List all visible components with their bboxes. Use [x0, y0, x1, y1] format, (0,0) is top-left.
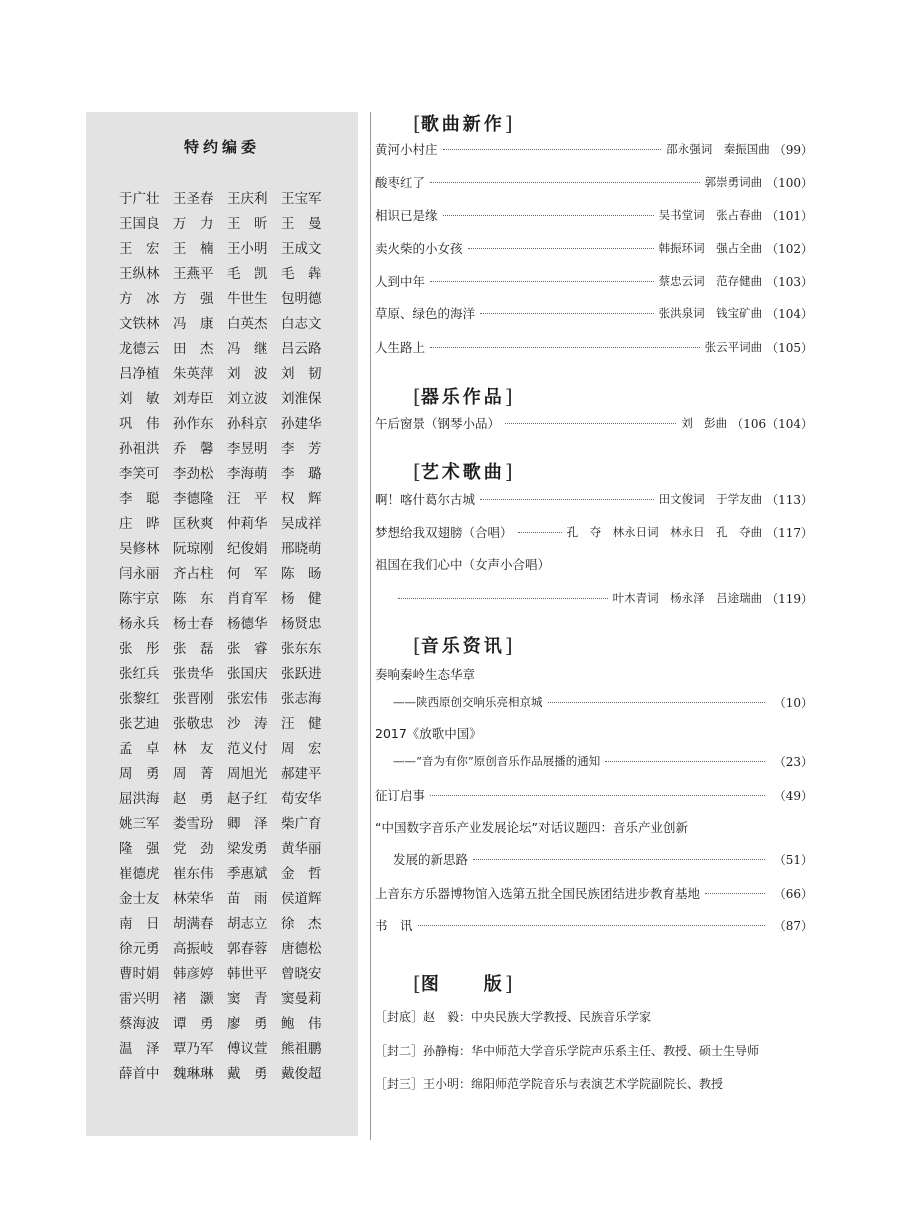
names-row [119, 184, 344, 209]
names-row [119, 1009, 344, 1034]
editor-name: 郭春蓉 [227, 940, 268, 957]
editor-name: 崔德虎 [119, 865, 160, 882]
editor-name: 邢晓萌 [281, 540, 322, 557]
toc-entry[interactable] [375, 271, 813, 291]
editor-name: 冯 继 [227, 340, 268, 357]
toc-entry[interactable]: 上音东方乐器博物馆入选第五批全国民族团结进步教育基地 （66） [375, 886, 813, 901]
toc-entry-page: （102） [766, 241, 813, 256]
editor-name: 牛世生 [227, 290, 268, 307]
editor-name: 匡秋爽 [173, 515, 214, 532]
editor-name: 孟 卓 [119, 740, 160, 757]
editor-name: 吴修林 [119, 540, 160, 557]
toc-entry-credit: 邵永强词 秦振国曲 [666, 142, 770, 156]
names-row [119, 959, 344, 984]
editor-name: 魏琳琳 [173, 1065, 214, 1082]
names-row [119, 909, 344, 934]
names-row [119, 709, 344, 734]
editor-name: 蔡海波 [119, 1015, 160, 1032]
editor-name: 刘立波 [227, 390, 268, 407]
editor-name: 高振岐 [173, 940, 214, 957]
toc-entry-title: 梦想给我双翅膀（合唱） [375, 525, 513, 540]
editor-name: 唐德松 [281, 940, 322, 957]
plate-entry-cover-two: ［封二］孙静梅：华中师范大学音乐学院声乐系主任、教授、硕士生导师 [375, 1044, 760, 1058]
toc-entry-page: （103） [766, 274, 813, 289]
editor-name: 周 宏 [281, 740, 322, 757]
editor-name: 卿 泽 [227, 815, 268, 832]
editor-name: 吕净植 [119, 365, 160, 382]
toc-entry[interactable] [375, 522, 813, 542]
editor-name: 褚 灏 [173, 990, 214, 1007]
editor-name: 王 楠 [173, 240, 214, 257]
editor-name: 陈宇京 [119, 590, 160, 607]
editor-name: 王 曼 [281, 215, 322, 232]
names-row [119, 284, 344, 309]
toc-entry-title: 草原、绿色的海洋 [375, 306, 476, 321]
editor-name: 纪俊娟 [227, 540, 268, 557]
editor-name: 权 辉 [281, 490, 322, 507]
editor-name: 梁发勇 [227, 840, 268, 857]
editor-name: 覃乃军 [173, 1040, 214, 1057]
editor-name: 白英杰 [227, 315, 268, 332]
editor-name: 黄华丽 [281, 840, 322, 857]
editor-name: 刘 敏 [119, 390, 160, 407]
editor-name: 王宝军 [281, 190, 322, 207]
editor-name: 汪 健 [281, 715, 322, 732]
editor-name: 龙德云 [119, 340, 160, 357]
editor-name: 周旭光 [227, 765, 268, 782]
plate-entry-cover-three: ［封三］王小明：绵阳师范学院音乐与表演艺术学院副院长、教授 [375, 1077, 724, 1091]
toc-entry-credit: 郭崇勇词曲 [704, 175, 763, 189]
editor-name: 杨德华 [227, 615, 268, 632]
names-row [119, 309, 344, 334]
editor-name: 范义付 [227, 740, 268, 757]
editor-name: 谭 勇 [173, 1015, 214, 1032]
toc-entry-credit: 蔡忠云词 范存健曲 [658, 274, 763, 288]
editor-name: 孙建华 [281, 415, 322, 432]
editor-name: 窦曼莉 [281, 990, 322, 1007]
names-row [119, 934, 344, 959]
toc-entry[interactable] [375, 172, 813, 192]
editor-name: 杨 健 [281, 590, 322, 607]
editor-name: 金 哲 [281, 865, 322, 882]
editor-name: 张 磊 [173, 640, 214, 657]
names-row [119, 484, 344, 509]
toc-entry-title: 人到中年 [375, 274, 426, 289]
toc-entry[interactable]: 发展的新思路 （51） [393, 852, 813, 867]
editor-name: 张宏伟 [227, 690, 268, 707]
names-row [119, 459, 344, 484]
toc-entry[interactable] [375, 489, 813, 509]
editor-name: 乔 馨 [173, 440, 214, 457]
editor-name: 何 军 [227, 565, 268, 582]
editor-name: 阮琼刚 [173, 540, 214, 557]
editor-name: 王圣春 [173, 190, 214, 207]
editor-name: 张志海 [281, 690, 322, 707]
toc-entry[interactable]: 征订启事 （49） [375, 788, 813, 803]
editor-name: 张跃进 [281, 665, 322, 682]
editor-name: 胡志立 [227, 915, 268, 932]
toc-entry-title: 相识已是缘 [375, 208, 438, 223]
toc-entry-page: （101） [766, 208, 813, 223]
toc-entry-page: （106（104） [731, 416, 813, 431]
editor-name: 姚三军 [119, 815, 160, 832]
editor-name: 鲍 伟 [281, 1015, 322, 1032]
editor-name: 陈 旸 [281, 565, 322, 582]
names-row [119, 584, 344, 609]
editor-name: 林 友 [173, 740, 214, 757]
editor-name: 方 强 [173, 290, 214, 307]
toc-entry-page: （117） [766, 525, 813, 540]
editor-name: 戴 勇 [227, 1065, 268, 1082]
toc-entry[interactable] [375, 337, 813, 357]
editor-name: 张艺迪 [119, 715, 160, 732]
section-heading-art-songs: [艺术歌曲] [413, 459, 513, 483]
editor-name: 包明德 [281, 290, 322, 307]
editor-name: 李劲松 [173, 465, 214, 482]
names-row [119, 809, 344, 834]
toc-entry-title: 卖火柴的小女孩 [375, 241, 463, 256]
toc-entry-page: （100） [766, 175, 813, 190]
names-row [119, 659, 344, 684]
editor-name: 杨贤忠 [281, 615, 322, 632]
names-row [119, 834, 344, 859]
editor-name: 王庆利 [227, 190, 268, 207]
editor-name: 肖育军 [227, 590, 268, 607]
editor-name: 刘 波 [227, 365, 268, 382]
editor-name: 韩世平 [227, 965, 268, 982]
editor-name: 南 日 [119, 915, 160, 932]
column-divider [370, 112, 371, 1140]
editor-name: 王 宏 [119, 240, 160, 257]
editor-name: 李海萌 [227, 465, 268, 482]
leader-dots [443, 148, 662, 150]
editor-name: 苗 雨 [227, 890, 268, 907]
editor-name: 孙科京 [227, 415, 268, 432]
toc-entry-page: （105） [766, 340, 813, 355]
editor-name: 屈洪海 [119, 790, 160, 807]
editor-name: 方 冰 [119, 290, 160, 307]
toc-entry-title[interactable]: 2017《放歌中国》 [375, 726, 482, 741]
editor-name: 刘淮保 [281, 390, 322, 407]
editor-name: 毛 犇 [281, 265, 322, 282]
names-row [119, 984, 344, 1009]
editor-name: 闫永丽 [119, 565, 160, 582]
editor-name: 田 杰 [173, 340, 214, 357]
toc-entry-credit: 田文俊词 于学友曲 [658, 492, 763, 506]
section-heading-songs: [歌曲新作] [413, 111, 513, 135]
editor-name: 林荣华 [173, 890, 214, 907]
editor-name: 于广壮 [119, 190, 160, 207]
editor-name: 吴成祥 [281, 515, 322, 532]
toc-entry-credit: 韩振环词 强占全曲 [658, 241, 763, 255]
toc-entry-page: （113） [766, 492, 813, 507]
names-row [119, 1059, 344, 1084]
editor-name: 齐占柱 [173, 565, 214, 582]
editor-name: 杨士春 [173, 615, 214, 632]
editor-name: 李 璐 [281, 465, 322, 482]
editor-name: 吕云路 [281, 340, 322, 357]
editor-name: 廖 勇 [227, 1015, 268, 1032]
toc-entry-credit: 孔 夺 林永日词 林永日 孔 夺曲 [566, 525, 763, 539]
leader-dots [518, 531, 562, 533]
names-row [119, 609, 344, 634]
toc-entry-title[interactable]: 祖国在我们心中（女声小合唱） [375, 557, 551, 572]
editor-name: 周 勇 [119, 765, 160, 782]
editor-name: 朱英萍 [173, 365, 214, 382]
toc-entry-title: 午后窗景（钢琴小品） [375, 416, 501, 431]
editor-name: 侯道辉 [281, 890, 322, 907]
leader-dots [443, 214, 654, 216]
editor-name: 胡满春 [173, 915, 214, 932]
editor-name: 沙 涛 [227, 715, 268, 732]
toc-entry-credit: 张云平词曲 [704, 340, 763, 354]
toc-entry[interactable] [375, 205, 813, 225]
editor-name: 张黎红 [119, 690, 160, 707]
editor-name: 白志文 [281, 315, 322, 332]
editor-name: 温 泽 [119, 1040, 160, 1057]
names-row [119, 384, 344, 409]
names-row [119, 734, 344, 759]
editor-name: 李 聪 [119, 490, 160, 507]
toc-entry[interactable]: 书 讯 （87） [375, 918, 813, 933]
editor-name: 季惠斌 [227, 865, 268, 882]
editor-name: 冯 康 [173, 315, 214, 332]
editor-name: 韩彦婷 [173, 965, 214, 982]
editor-name: 窦 青 [227, 990, 268, 1007]
editor-name: 张贵华 [173, 665, 214, 682]
editor-name: 刘寿臣 [173, 390, 214, 407]
editor-name: 文铁林 [119, 315, 160, 332]
leader-dots [480, 498, 654, 500]
editor-name: 杨永兵 [119, 615, 160, 632]
editor-name: 王燕平 [173, 265, 214, 282]
editor-name: 金士友 [119, 890, 160, 907]
editor-name: 王纵林 [119, 265, 160, 282]
editor-name: 张晋刚 [173, 690, 214, 707]
leader-dots [430, 346, 700, 348]
toc-entry-credit: 吴书堂词 张占春曲 [658, 208, 763, 222]
editor-name: 曾晓安 [281, 965, 322, 982]
panel-title: 特约编委 [183, 138, 260, 156]
toc-entry-title[interactable]: “中国数字音乐产业发展论坛”对话议题四：音乐产业创新 [375, 820, 688, 835]
editor-name: 李 芳 [281, 440, 322, 457]
editor-name: 陈 东 [173, 590, 214, 607]
names-row [119, 209, 344, 234]
section-heading-instrumental: [器乐作品] [413, 384, 513, 408]
editor-name: 周 菁 [173, 765, 214, 782]
editor-name: 张东东 [281, 640, 322, 657]
editor-name: 张 睿 [227, 640, 268, 657]
names-row [119, 884, 344, 909]
names-row [119, 234, 344, 259]
names-row [119, 359, 344, 384]
toc-entry[interactable]: ——陕西原创交响乐亮相京城 （10） [393, 695, 813, 710]
toc-entry[interactable] [375, 238, 813, 258]
editor-name: 娄雪玢 [173, 815, 214, 832]
editor-name: 柴广育 [281, 815, 322, 832]
names-row [119, 1034, 344, 1059]
names-row [119, 859, 344, 884]
editor-name: 曹时娟 [119, 965, 160, 982]
toc-entry-title: 啊！喀什葛尔古城 [375, 492, 476, 507]
leader-dots [505, 422, 676, 424]
toc-entry-title[interactable]: 奏响秦岭生态华章 [375, 667, 476, 682]
names-row [119, 634, 344, 659]
names-row [119, 409, 344, 434]
editor-name: 赵 勇 [173, 790, 214, 807]
toc-entry[interactable]: 叶木青词 杨永泽 吕途瑞曲 （119） [375, 588, 813, 608]
editor-name: 张敬忠 [173, 715, 214, 732]
editor-name: 雷兴明 [119, 990, 160, 1007]
editor-name: 王小明 [227, 240, 268, 257]
editor-name: 毛 凯 [227, 265, 268, 282]
names-row [119, 684, 344, 709]
toc-entry-title: 酸枣红了 [375, 175, 426, 190]
leader-dots [480, 312, 654, 314]
editor-name: 李昱明 [227, 440, 268, 457]
editor-name: 孙祖洪 [119, 440, 160, 457]
toc-entry-page: （99） [773, 142, 813, 157]
editor-name: 王国良 [119, 215, 160, 232]
names-row [119, 334, 344, 359]
leader-dots [468, 247, 654, 249]
editor-name: 党 劲 [173, 840, 214, 857]
names-row [119, 434, 344, 459]
editor-name: 张国庆 [227, 665, 268, 682]
toc-entry[interactable] [375, 139, 813, 159]
editor-name: 刘 韧 [281, 365, 322, 382]
editor-name: 徐元勇 [119, 940, 160, 957]
editor-name: 赵子红 [227, 790, 268, 807]
toc-entry[interactable] [375, 303, 813, 323]
editor-name: 王 昕 [227, 215, 268, 232]
editor-name: 庄 晔 [119, 515, 160, 532]
names-row [119, 534, 344, 559]
editor-name: 巩 伟 [119, 415, 160, 432]
editor-name: 荀安华 [281, 790, 322, 807]
editor-name: 仲莉华 [227, 515, 268, 532]
names-row [119, 784, 344, 809]
names-grid [119, 184, 344, 1084]
section-heading-plates: [图 版] [413, 971, 513, 995]
names-row [119, 759, 344, 784]
editorial-board-panel [86, 112, 358, 1136]
toc-entry-credit: 刘 彭曲 [681, 416, 728, 430]
toc-entry-title: 黄河小村庄 [375, 142, 438, 157]
editor-name: 徐 杰 [281, 915, 322, 932]
names-row [119, 259, 344, 284]
leader-dots [430, 181, 700, 183]
editor-name: 张 彤 [119, 640, 160, 657]
editor-name: 王成文 [281, 240, 322, 257]
editor-name: 孙作东 [173, 415, 214, 432]
toc-entry-title: 人生路上 [375, 340, 426, 355]
editor-name: 傅议萱 [227, 1040, 268, 1057]
editor-name: 薛首中 [119, 1065, 160, 1082]
editor-name: 熊祖鹏 [281, 1040, 322, 1057]
editor-name: 戴俊超 [281, 1065, 322, 1082]
plate-entry-back-cover: ［封底］赵 毅：中央民族大学教授、民族音乐学家 [375, 1010, 652, 1024]
editor-name: 崔东伟 [173, 865, 214, 882]
toc-entry-credit: 张洪泉词 钱宝矿曲 [658, 306, 763, 320]
names-row [119, 509, 344, 534]
editor-name: 郝建平 [281, 765, 322, 782]
editor-name: 万 力 [173, 215, 214, 232]
editor-name: 李德隆 [173, 490, 214, 507]
names-row [119, 559, 344, 584]
leader-dots [430, 280, 654, 282]
toc-entry-page: （104） [766, 306, 813, 321]
editor-name: 汪 平 [227, 490, 268, 507]
editor-name: 张红兵 [119, 665, 160, 682]
editor-name: 李笑可 [119, 465, 160, 482]
editor-name: 隆 强 [119, 840, 160, 857]
section-heading-news: [音乐资讯] [413, 633, 513, 657]
toc-entry[interactable] [375, 413, 813, 433]
toc-entry[interactable]: ——“音为有你”原创音乐作品展播的通知 （23） [393, 754, 813, 769]
